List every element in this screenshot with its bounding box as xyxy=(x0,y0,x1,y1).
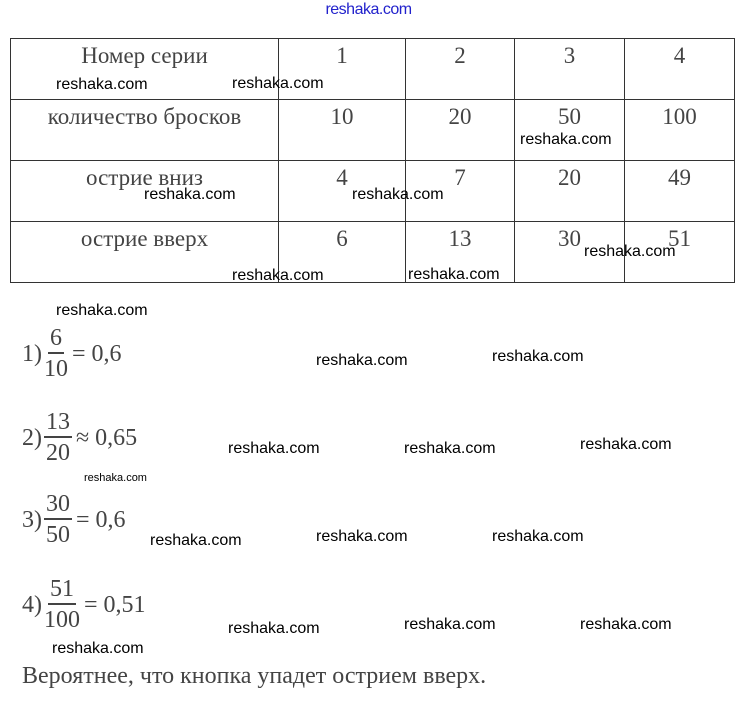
table-cell: 20 xyxy=(406,100,515,161)
fraction xyxy=(44,490,72,550)
item-number: 1) xyxy=(22,340,42,367)
result: 0,6 xyxy=(95,506,126,533)
item-number: 2) xyxy=(22,424,42,451)
item-number: 4) xyxy=(22,591,42,618)
watermark: reshaka.com xyxy=(404,616,496,633)
site-watermark: reshaka.com xyxy=(325,1,412,18)
watermark: reshaka.com xyxy=(520,131,612,148)
numerator: 30 xyxy=(44,490,72,520)
relation-sign: ≈ xyxy=(76,424,90,451)
table-cell: острие вверх xyxy=(11,222,279,283)
table-cell: 1 xyxy=(279,39,406,100)
fraction xyxy=(44,324,68,384)
table-cell: 10 xyxy=(279,100,406,161)
denominator: 50 xyxy=(46,522,70,548)
watermark: reshaka.com xyxy=(584,243,676,260)
table-cell: 30 xyxy=(515,222,625,283)
watermark: reshaka.com xyxy=(580,616,672,633)
table-cell: Номер серии xyxy=(11,39,279,100)
table-cell: 50 xyxy=(515,100,625,161)
solution-item xyxy=(22,575,146,635)
table-cell: 49 xyxy=(625,161,735,222)
item-number: 3) xyxy=(22,506,42,533)
table-cell: 100 xyxy=(625,100,735,161)
result: 0,51 xyxy=(103,591,146,618)
table-cell: острие вниз xyxy=(11,161,279,222)
watermark: reshaka.com xyxy=(316,352,408,369)
relation-sign: = xyxy=(72,340,86,367)
watermark: reshaka.com xyxy=(228,440,320,457)
table-cell: 7 xyxy=(406,161,515,222)
watermark: reshaka.com xyxy=(404,440,496,457)
fraction xyxy=(44,408,72,468)
table-cell: 2 xyxy=(406,39,515,100)
denominator: 10 xyxy=(44,356,68,382)
table-cell: 20 xyxy=(515,161,625,222)
relation-sign: = xyxy=(76,506,90,533)
watermark: reshaka.com xyxy=(84,472,147,484)
watermark: reshaka.com xyxy=(352,186,444,203)
watermark: reshaka.com xyxy=(232,267,324,284)
relation-sign: = xyxy=(84,591,98,618)
watermark: reshaka.com xyxy=(228,620,320,637)
table-cell: 4 xyxy=(625,39,735,100)
table-cell: 4 xyxy=(279,161,406,222)
result: 0,6 xyxy=(91,340,122,367)
denominator: 100 xyxy=(44,607,80,633)
watermark: reshaka.com xyxy=(316,528,408,545)
watermark: reshaka.com xyxy=(492,528,584,545)
watermark: reshaka.com xyxy=(56,76,148,93)
watermark: reshaka.com xyxy=(492,348,584,365)
table-row xyxy=(11,100,735,161)
watermark: reshaka.com xyxy=(56,302,148,319)
fraction xyxy=(44,575,80,635)
watermark: reshaka.com xyxy=(144,186,236,203)
watermark: reshaka.com xyxy=(150,532,242,549)
watermark: reshaka.com xyxy=(580,436,672,453)
table-cell: 6 xyxy=(279,222,406,283)
denominator: 20 xyxy=(46,440,70,466)
solution-item xyxy=(22,408,137,468)
solution-item xyxy=(22,490,126,550)
watermark: reshaka.com xyxy=(408,266,500,283)
table-cell: 13 xyxy=(406,222,515,283)
watermark: reshaka.com xyxy=(52,640,144,657)
table-cell: 51 xyxy=(625,222,735,283)
conclusion-text: Вероятнее, что кнопка упадет острием вверх. xyxy=(22,663,487,689)
watermark: reshaka.com xyxy=(232,75,324,92)
numerator: 13 xyxy=(44,408,72,438)
table-cell: 3 xyxy=(515,39,625,100)
numerator: 6 xyxy=(48,324,64,354)
solution-item xyxy=(22,324,122,384)
numerator: 51 xyxy=(48,575,76,605)
result: 0,65 xyxy=(95,424,138,451)
table-cell: количество бросков xyxy=(11,100,279,161)
